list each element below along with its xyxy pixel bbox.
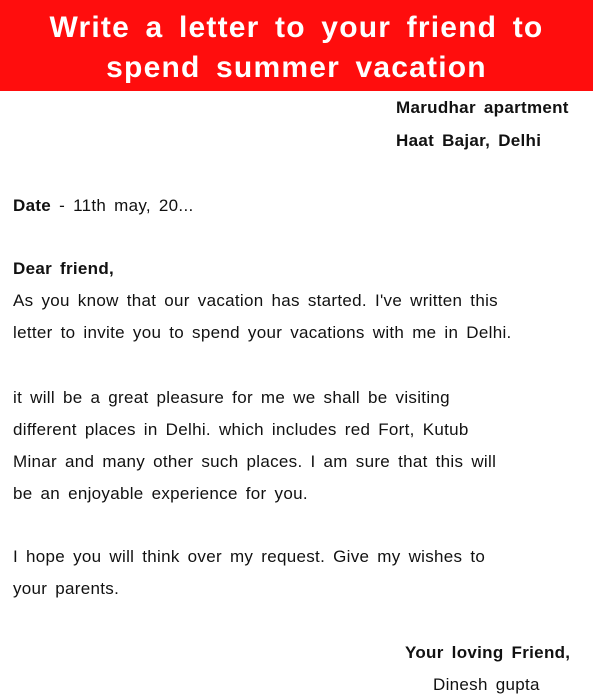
sender-address-line-2: Haat Bajar, Delhi [396, 131, 542, 150]
salutation: Dear friend, [13, 259, 115, 278]
paragraph-1-line-2: letter to invite you to spend your vacations with me in Delhi. [13, 323, 512, 342]
paragraph-2-line-3: Minar and many other such places. I am sure that this will [13, 452, 497, 471]
paragraph-2-line-2: different places in Delhi. which includes red Fort, Kutub [13, 420, 469, 439]
signature-name: Dinesh gupta [433, 675, 540, 694]
title-banner [0, 0, 593, 91]
paragraph-2-line-1: it will be a great pleasure for me we shall be visiting [13, 388, 450, 407]
closing-valediction: Your loving Friend, [405, 643, 571, 662]
sender-address-line-1: Marudhar apartment [396, 98, 569, 117]
date-label: Date [13, 196, 52, 215]
paragraph-3-line-1: I hope you will think over my request. Give my wishes to [13, 547, 486, 566]
date-value: - 11th may, 20... [59, 196, 194, 215]
paragraph-3-line-2: your parents. [13, 579, 120, 598]
paragraph-2-line-4: be an enjoyable experience for you. [13, 484, 308, 503]
date-line [13, 195, 194, 217]
title-line-1: Write a letter to your friend to [49, 11, 544, 44]
title-line-2: spend summer vacation [106, 51, 487, 84]
paragraph-1-line-1: As you know that our vacation has started. I've written this [13, 291, 498, 310]
